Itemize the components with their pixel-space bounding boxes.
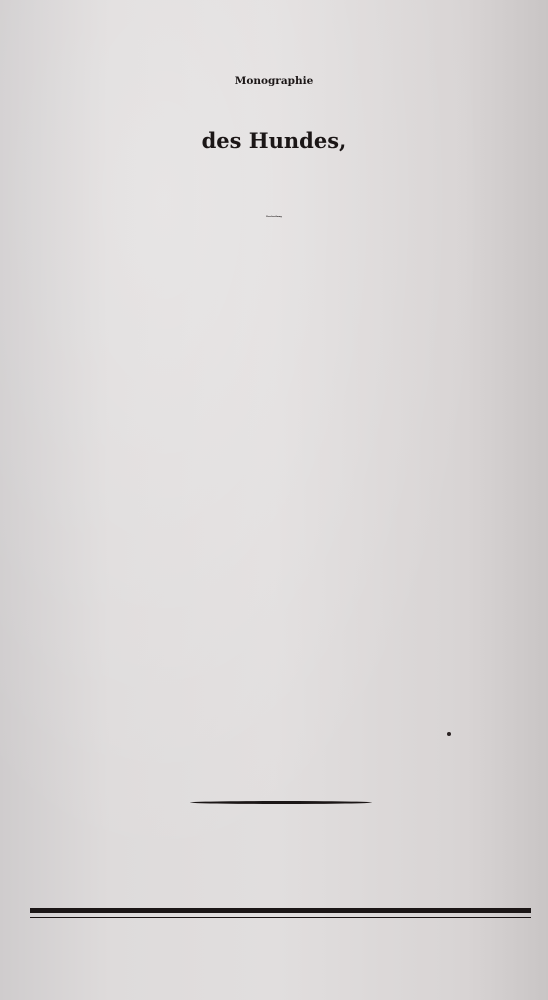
ornamental-rule: [190, 801, 372, 804]
subtitle-beschreibung: Beschreibung: [266, 216, 282, 218]
double-rule-thin: [30, 917, 531, 918]
double-rule-thick: [30, 908, 531, 913]
title-line-2: des Hundes,: [201, 128, 347, 153]
title-line-1: Monographie: [234, 75, 314, 87]
paper-speck: [447, 732, 451, 736]
